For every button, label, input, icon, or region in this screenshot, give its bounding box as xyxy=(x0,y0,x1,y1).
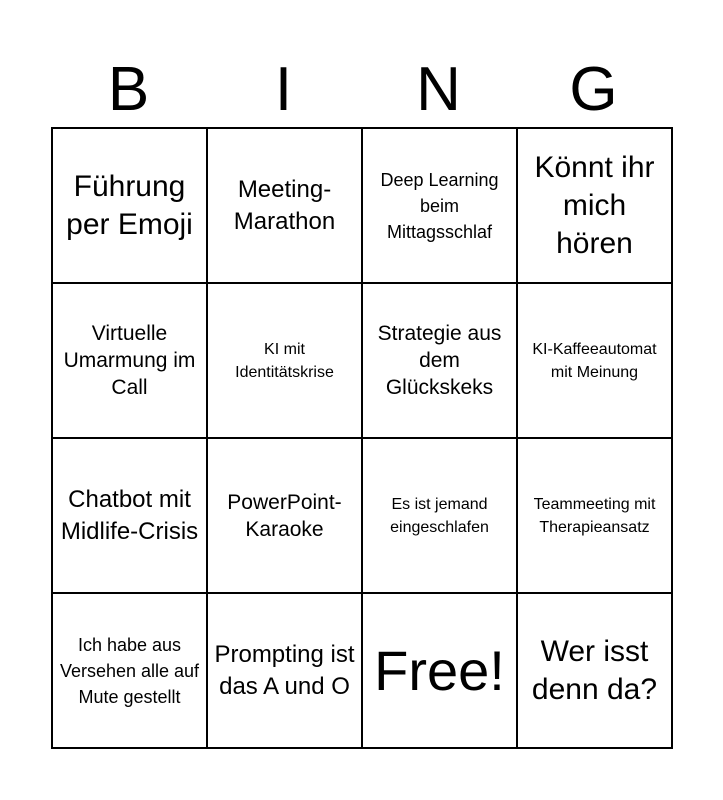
cell-text: Wer isst denn da? xyxy=(531,634,658,706)
cell-text: KI-Kaffeeautomat mit Meinung xyxy=(532,340,657,381)
cell-text: Deep Learning beim Mittagsschlaf xyxy=(380,169,499,242)
cell-text: Chatbot mit Midlife-Crisis xyxy=(60,485,199,545)
header-letter-i: I xyxy=(274,55,293,124)
bingo-cell[interactable] xyxy=(518,594,673,749)
bingo-header xyxy=(51,52,671,128)
bingo-cell[interactable] xyxy=(53,439,208,594)
bingo-grid xyxy=(51,127,673,749)
bingo-cell[interactable] xyxy=(53,129,208,284)
bingo-cell[interactable] xyxy=(208,284,363,439)
bingo-cell[interactable] xyxy=(53,594,208,749)
bingo-cell[interactable] xyxy=(363,284,518,439)
cell-text: Meeting-Marathon xyxy=(233,175,336,235)
free-cell[interactable] xyxy=(363,594,518,749)
cell-text: Könnt ihr mich hören xyxy=(534,150,655,260)
bingo-cell[interactable] xyxy=(518,129,673,284)
cell-text: Ich habe aus Versehen alle auf Mute gestellt xyxy=(59,634,200,707)
bingo-cell[interactable] xyxy=(208,129,363,284)
bingo-cell[interactable] xyxy=(208,594,363,749)
cell-text: Strategie aus dem Glückskeks xyxy=(377,322,502,399)
cell-text: Führung per Emoji xyxy=(66,169,193,241)
header-letter-g: G xyxy=(569,55,618,124)
cell-text: PowerPoint-Karaoke xyxy=(227,490,342,541)
cell-text: KI mit Identitätskrise xyxy=(235,340,334,381)
cell-text: Teammeeting mit Therapieansatz xyxy=(533,495,656,536)
bingo-cell[interactable] xyxy=(518,439,673,594)
bingo-cell[interactable] xyxy=(208,439,363,594)
bingo-cell[interactable] xyxy=(53,284,208,439)
bingo-cell[interactable] xyxy=(518,284,673,439)
cell-text: Virtuelle Umarmung im Call xyxy=(63,322,196,399)
header-letter-b: B xyxy=(107,55,150,124)
cell-text: Prompting ist das A und O xyxy=(214,640,355,700)
bingo-cell[interactable] xyxy=(363,439,518,594)
header-letter-n: N xyxy=(416,55,461,124)
cell-text: Free! xyxy=(374,638,505,702)
bingo-cell[interactable] xyxy=(363,129,518,284)
cell-text: Es ist jemand eingeschlafen xyxy=(390,495,489,536)
